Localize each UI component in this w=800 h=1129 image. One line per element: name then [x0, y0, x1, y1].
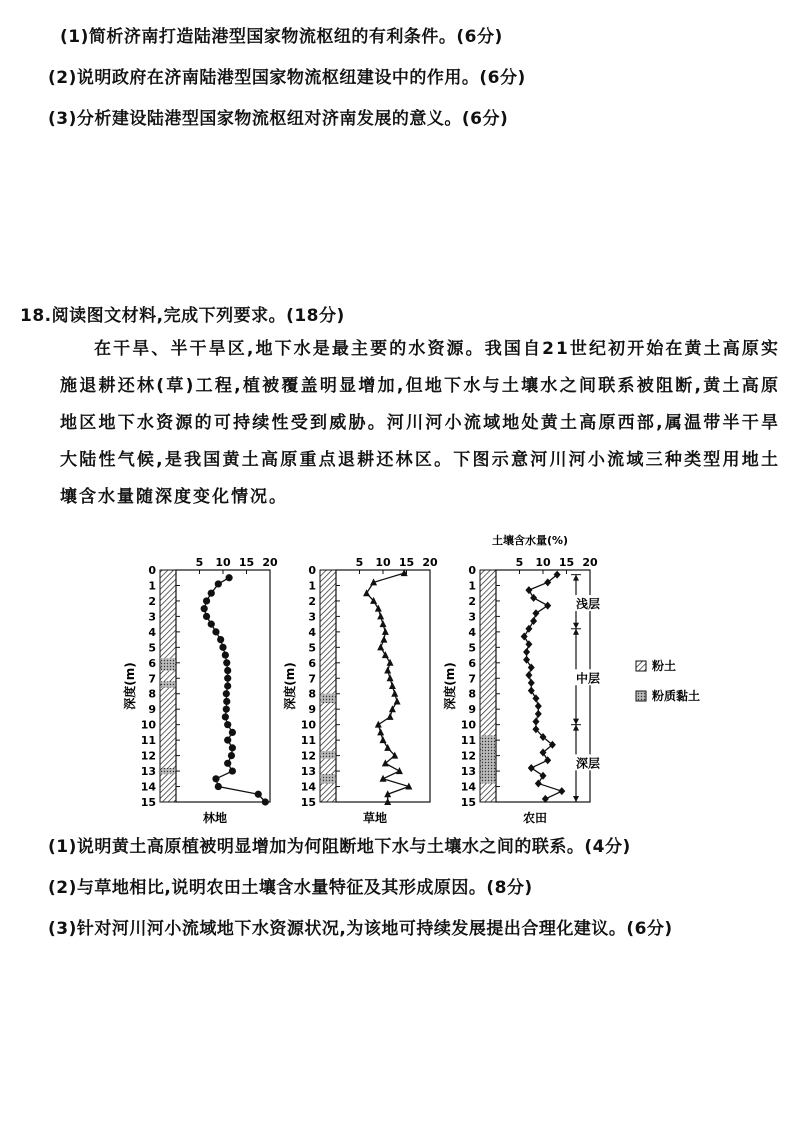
y-tick-label: 13 — [460, 765, 476, 779]
y-tick-label: 9 — [148, 703, 156, 717]
q18-title: 18.阅读图文材料,完成下列要求。(18分) — [20, 306, 345, 326]
layer-label: 深层 — [575, 756, 601, 771]
data-point — [212, 775, 219, 782]
data-point — [532, 718, 539, 726]
data-point — [223, 659, 230, 666]
legend-swatch-silt — [636, 661, 646, 671]
layer-arrow — [573, 575, 579, 581]
x-tick-label: 10 — [215, 556, 231, 569]
q18-paragraph: 在干旱、半干旱区,地下水是最主要的水资源。我国自21世纪初开始在黄土高原实施退耕还林(草)工程,植被覆盖明显增加,但地下水与土壤水之间联系被阻断,黄土高原地区地下水资源的可持续性受到威胁。河川河小流域地处黄土高原西部,属温带半干旱大陆性气候,是我国黄土高原重点退耕还林区。下图示意河川河小流域三种类型用地土壤含水量随深度变化情况。 — [60, 339, 780, 507]
silty-clay-band — [161, 681, 175, 687]
layer-arrow — [573, 725, 579, 731]
y-tick-label: 1 — [148, 579, 156, 593]
y-tick-label: 12 — [460, 749, 476, 763]
top-question-2: (2)说明政府在济南陆港型国家物流枢纽建设中的作用。(6分) — [48, 68, 526, 88]
y-tick-label: 10 — [300, 718, 316, 732]
y-tick-label: 12 — [140, 749, 156, 763]
legend-label-silt: 粉土 — [652, 659, 677, 673]
y-tick-label: 2 — [468, 594, 476, 608]
data-point — [223, 698, 230, 705]
silty-clay-band — [321, 694, 335, 703]
legend-label-silty-clay: 粉质黏土 — [652, 689, 701, 703]
y-tick-label: 5 — [308, 641, 316, 655]
data-point — [532, 609, 539, 617]
data-point — [223, 706, 230, 713]
y-tick-label: 11 — [300, 734, 316, 748]
data-point — [380, 620, 387, 627]
legend-swatch-silty-clay — [636, 691, 646, 701]
y-tick-label: 11 — [460, 734, 476, 748]
y-tick-label: 12 — [300, 749, 316, 763]
plot-frame — [336, 570, 430, 802]
y-tick-label: 0 — [148, 564, 156, 577]
y-tick-label: 9 — [308, 703, 316, 717]
data-point — [229, 729, 236, 736]
data-point — [528, 764, 535, 772]
x-tick-label: 10 — [535, 556, 551, 569]
y-tick-label: 6 — [308, 656, 316, 670]
data-point — [523, 648, 530, 656]
data-point — [389, 682, 396, 689]
series-line-农田 — [524, 575, 562, 799]
y-tick-label: 0 — [308, 564, 316, 577]
layer-arrow — [573, 719, 579, 725]
x-tick-label: 15 — [398, 556, 415, 569]
data-point — [224, 682, 231, 689]
panel-label: 草地 — [362, 811, 388, 825]
silty-clay-band — [161, 658, 175, 670]
y-tick-label: 14 — [300, 780, 316, 794]
data-point — [219, 644, 226, 651]
data-point — [394, 697, 401, 704]
y-tick-label: 8 — [148, 687, 156, 701]
x-tick-label: 10 — [375, 556, 391, 569]
data-point — [382, 759, 389, 766]
data-point — [223, 690, 230, 697]
y-tick-label: 14 — [140, 780, 156, 794]
top-question-3: (3)分析建设陆港型国家物流枢纽对济南发展的意义。(6分) — [48, 109, 509, 129]
y-tick-label: 7 — [308, 672, 316, 686]
y-tick-label: 3 — [308, 610, 316, 624]
y-tick-label: 3 — [468, 610, 476, 624]
x-tick-label: 5 — [355, 556, 364, 569]
data-point — [255, 791, 262, 798]
data-point — [375, 721, 382, 728]
y-tick-label: 6 — [148, 656, 156, 670]
q18-question-2: (2)与草地相比,说明农田土壤含水量特征及其形成原因。(8分) — [48, 878, 533, 898]
x-tick-label: 20 — [582, 556, 598, 569]
data-point — [382, 628, 389, 635]
silty-clay-band — [161, 768, 175, 774]
x-tick-label: 20 — [262, 556, 278, 569]
y-tick-label: 14 — [460, 780, 476, 794]
y-tick-label: 7 — [148, 672, 156, 686]
y-tick-label: 7 — [468, 672, 476, 686]
data-point — [229, 767, 236, 774]
data-point — [380, 636, 387, 643]
y-tick-label: 2 — [308, 594, 316, 608]
data-point — [226, 574, 233, 581]
silty-clay-band — [321, 774, 335, 783]
data-point — [387, 674, 394, 681]
data-point — [215, 783, 222, 790]
x-tick-label: 15 — [238, 556, 255, 569]
data-point — [215, 580, 222, 587]
y-axis-label: 深度(m) — [123, 662, 137, 710]
data-point — [262, 798, 269, 805]
y-tick-label: 4 — [468, 625, 476, 639]
data-point — [224, 737, 231, 744]
data-point — [201, 605, 208, 612]
data-point — [229, 744, 236, 751]
layer-label: 浅层 — [575, 597, 601, 612]
data-point — [224, 675, 231, 682]
data-point — [228, 752, 235, 759]
chart-title: 土壤含水量(%) — [491, 534, 569, 547]
soil-moisture-chart — [100, 530, 720, 830]
data-point — [222, 713, 229, 720]
y-tick-label: 0 — [468, 564, 476, 577]
q18-question-3: (3)针对河川河小流域地下水资源状况,为该地可持续发展提出合理化建议。(6分) — [48, 919, 673, 939]
y-tick-label: 15 — [300, 796, 316, 809]
data-point — [544, 602, 551, 610]
data-point — [384, 667, 391, 674]
y-tick-label: 15 — [460, 796, 476, 809]
top-question-1: (1)简析济南打造陆港型国家物流枢纽的有利条件。(6分) — [60, 27, 503, 47]
y-tick-label: 1 — [468, 579, 476, 593]
layer-arrow — [573, 623, 579, 629]
data-point — [208, 590, 215, 597]
x-tick-label: 15 — [558, 556, 575, 569]
plot-frame — [176, 570, 270, 802]
data-point — [535, 702, 542, 710]
y-tick-label: 5 — [468, 641, 476, 655]
data-point — [528, 679, 535, 687]
y-tick-label: 13 — [140, 765, 156, 779]
data-point — [208, 621, 215, 628]
q18-question-1: (1)说明黄土高原植被明显增加为何阻断地下水与土壤水之间的联系。(4分) — [48, 837, 631, 857]
y-tick-label: 2 — [148, 594, 156, 608]
y-tick-label: 9 — [468, 703, 476, 717]
y-tick-label: 11 — [140, 734, 156, 748]
silty-clay-band — [481, 735, 495, 783]
data-point — [203, 597, 210, 604]
panel-label: 农田 — [522, 811, 548, 825]
series-line-草地 — [367, 573, 409, 802]
data-point — [558, 787, 565, 795]
data-point — [222, 651, 229, 658]
layer-arrow — [573, 629, 579, 635]
y-tick-label: 5 — [148, 641, 156, 655]
layer-arrow — [573, 796, 579, 802]
y-tick-label: 8 — [308, 687, 316, 701]
data-point — [203, 613, 210, 620]
data-point — [377, 728, 384, 735]
y-tick-label: 6 — [468, 656, 476, 670]
y-tick-label: 15 — [140, 796, 156, 809]
silty-clay-band — [321, 751, 335, 759]
data-point — [377, 643, 384, 650]
data-point — [525, 671, 532, 679]
y-tick-label: 3 — [148, 610, 156, 624]
x-tick-label: 5 — [515, 556, 524, 569]
y-tick-label: 13 — [300, 765, 316, 779]
y-tick-label: 10 — [140, 718, 156, 732]
data-point — [212, 628, 219, 635]
panel-label: 林地 — [202, 811, 228, 825]
data-point — [377, 612, 384, 619]
data-point — [224, 760, 231, 767]
data-point — [224, 667, 231, 674]
soil-column-2 — [320, 570, 336, 802]
data-point — [391, 690, 398, 697]
data-point — [535, 710, 542, 718]
y-tick-label: 4 — [148, 625, 156, 639]
y-tick-label: 8 — [468, 687, 476, 701]
data-point — [396, 767, 403, 774]
x-tick-label: 5 — [195, 556, 204, 569]
y-tick-label: 10 — [460, 718, 476, 732]
data-point — [380, 736, 387, 743]
x-tick-label: 20 — [422, 556, 438, 569]
data-point — [387, 713, 394, 720]
y-axis-label: 深度(m) — [283, 662, 297, 710]
data-point — [224, 721, 231, 728]
y-tick-label: 1 — [308, 579, 316, 593]
layer-label: 中层 — [575, 671, 601, 686]
data-point — [217, 636, 224, 643]
y-tick-label: 4 — [308, 625, 316, 639]
y-axis-label: 深度(m) — [443, 662, 457, 710]
